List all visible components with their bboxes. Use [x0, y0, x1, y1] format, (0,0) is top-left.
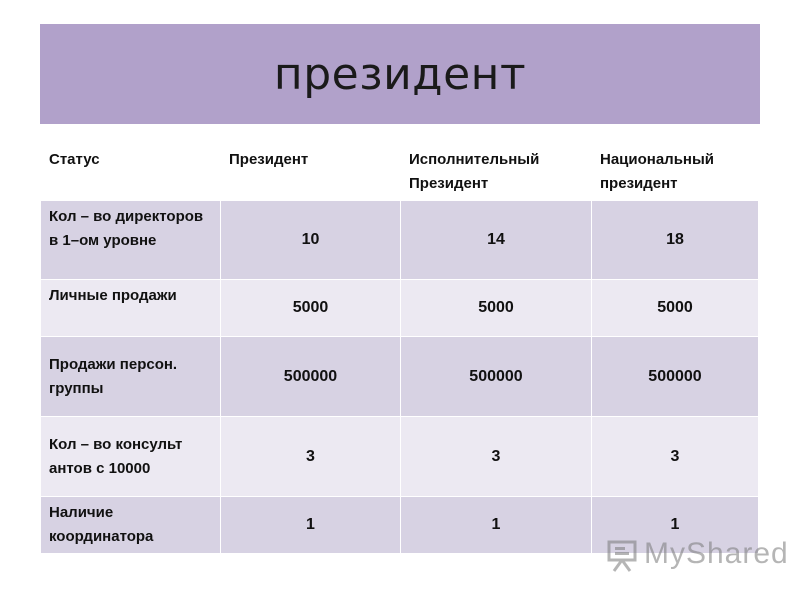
table-cell: 5000	[221, 280, 401, 337]
header-cell: Статус	[41, 143, 221, 201]
row-label: Продажи персон. группы	[41, 337, 221, 417]
watermark-logo	[606, 534, 789, 574]
slide-title: президент	[273, 48, 527, 100]
header-cell: Президент	[221, 143, 401, 201]
row-label: Кол – во консульт антов с 10000	[41, 417, 221, 497]
table-cell: 3	[221, 417, 401, 497]
header-cell: Исполнительный Президент	[401, 143, 592, 201]
table-row	[41, 201, 759, 280]
table-cell: 500000	[592, 337, 759, 417]
watermark-text: MyShared	[644, 537, 789, 570]
table-cell: 500000	[221, 337, 401, 417]
presentation-board-icon	[606, 536, 640, 572]
table-cell: 3	[401, 417, 592, 497]
status-table	[40, 142, 759, 554]
row-label: Наличие координатора	[41, 497, 221, 554]
table-cell: 3	[592, 417, 759, 497]
table-cell: 14	[401, 201, 592, 280]
table-cell: 500000	[401, 337, 592, 417]
header-cell: Национальный президент	[592, 143, 759, 201]
table-row	[41, 337, 759, 417]
table-row	[41, 417, 759, 497]
row-label: Кол – во директоров в 1–ом уровне	[41, 201, 221, 280]
row-label: Личные продажи	[41, 280, 221, 337]
table-cell: 1	[592, 497, 759, 554]
title-banner	[40, 24, 760, 124]
header-row	[41, 143, 759, 201]
table-cell: 5000	[592, 280, 759, 337]
table-cell: 5000	[401, 280, 592, 337]
table-cell: 18	[592, 201, 759, 280]
table-cell: 1	[401, 497, 592, 554]
table-row	[41, 280, 759, 337]
table-cell: 10	[221, 201, 401, 280]
table-cell: 1	[221, 497, 401, 554]
